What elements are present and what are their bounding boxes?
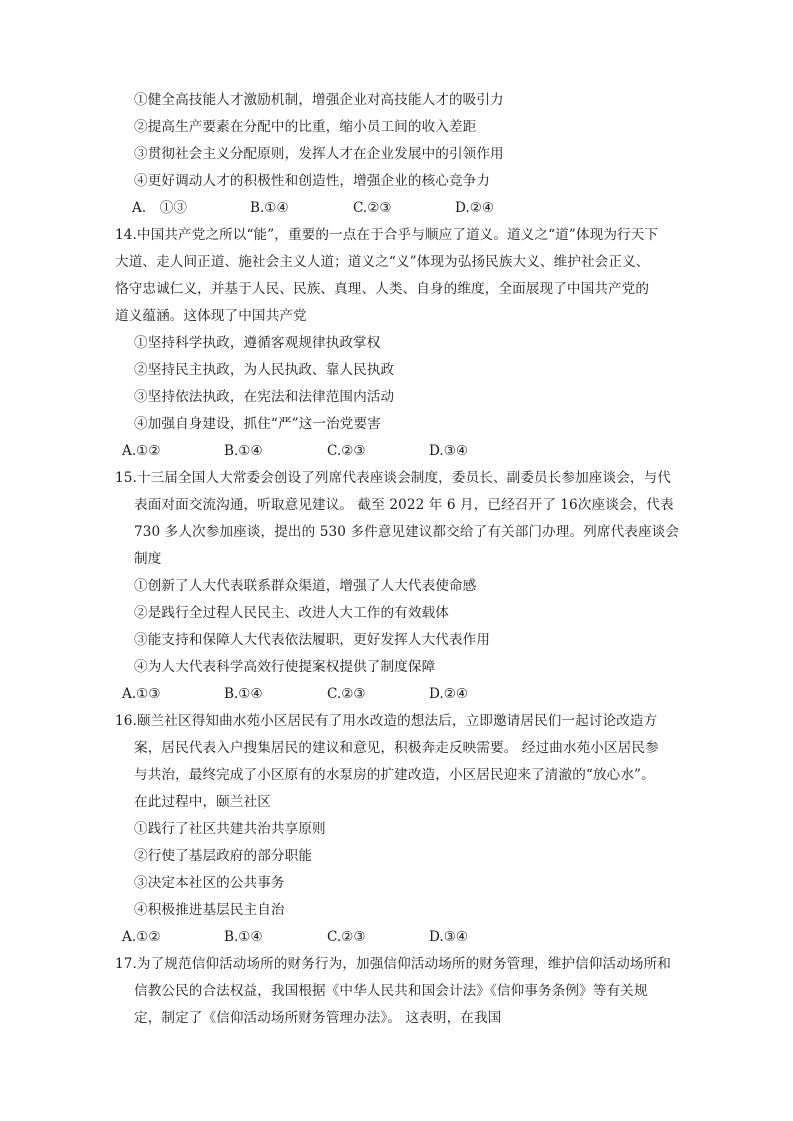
q15-option-b: B.①④ [224,686,263,702]
q16-stem-line-4: 在此过程中，颐兰社区 [134,794,271,810]
q13-item-4: ④更好调动人才的积极性和创造性，增强企业的核心竞争力 [134,173,491,189]
q14-stem-line-2: 大道、走人间正道、施社会主义人道；道义之“义”体现为弘扬民族大义、维护社会正义、 [115,254,650,270]
q14-stem-line-4: 道义蕴涵。这体现了中国共产党 [115,308,307,324]
q15-stem-line-1: 15.十三届全国人大常委会创设了列席代表座谈会制度，委员长、副委员长参加座谈会，与代 [115,470,671,486]
q14-option-d: D.③④ [429,443,469,459]
q17-stem-line-3: 定，制定了《信仰活动场所财务管理办法》。 这表明，在我国 [134,1010,502,1026]
q16-option-c: C.②③ [327,929,366,945]
q15-option-d: D.②④ [429,686,469,702]
q14-item-3: ③坚持依法执政，在宪法和法律范围内活动 [134,389,395,405]
q13-option-c: C.②③ [353,200,392,216]
q15-stem-line-2: 表面对面交流沟通，听取意见建议。 截至 2022 年 6 月，已经召开了 16次座谈会，代表 [134,497,674,513]
q14-stem-line-3: 恪守忠诚仁义，并基于人民、民族、真理、人类、自身的维度，全面展现了中国共产党的 [115,281,650,297]
q15-stem-line-3: 730 多人次参加座谈，提出的 530 多件意见建议都交给了有关部门办理。列席代表座谈会 [134,524,680,540]
q17-stem-line-2: 信教公民的合法权益，我国根据《中华人民共和国会计法》《信仰事务条例》等有关规 [134,983,648,999]
q14-option-b: B.①④ [224,443,263,459]
q16-stem-line-3: 与共治，最终完成了小区原有的水泵房的扩建改造，小区居民迎来了清澈的“放心水”。 [134,767,655,783]
q15-item-1: ①创新了人大代表联系群众渠道，增强了人大代表使命感 [134,578,477,594]
q13-option-b: B.①④ [250,200,289,216]
q13-item-2: ②提高生产要素在分配中的比重，缩小员工间的收入差距 [134,119,477,135]
q16-item-1: ①践行了社区共建共治共享原则 [134,821,326,837]
q13-item-1: ①健全高技能人才激励机制，增强企业对高技能人才的吸引力 [134,92,504,108]
q14-item-1: ①坚持科学执政，遵循客观规律执政掌权 [134,335,381,351]
q15-item-4: ④为人大代表科学高效行使提案权提供了制度保障 [134,659,436,675]
q16-item-2: ②行使了基层政府的部分职能 [134,848,313,864]
q14-item-2: ②坚持民主执政，为人民执政、靠人民执政 [134,362,395,378]
q15-item-2: ②是践行全过程人民民主、改进人大工作的有效载体 [134,605,449,621]
q17-stem-line-1: 17.为了规范信仰活动场所的财务行为，加强信仰活动场所的财务管理，维护信仰活动场所和 [115,956,671,972]
q16-option-d: D.③④ [429,929,469,945]
q15-option-c: C.②③ [327,686,366,702]
q14-stem-line-1: 14.中国共产党之所以“能”，重要的一点在于合乎与顺应了道义。道义之“道”体现为行天下 [115,227,659,243]
q16-item-4: ④积极推进基层民主自治 [134,902,285,918]
q16-option-a: A.①② [122,929,161,945]
q13-item-3: ③贯彻社会主义分配原则，发挥人才在企业发展中的引领作用 [134,146,504,162]
q16-item-3: ③决定本社区的公共事务 [134,875,285,891]
q16-stem-line-2: 案，居民代表入户搜集居民的建议和意见，积极奔走反映需要。 经过曲水苑小区居民参 [134,740,659,756]
q13-option-d: D.②④ [455,200,495,216]
q13-option-a: A. ①③ [132,200,187,216]
q16-stem-line-1: 16.颐兰社区得知曲水苑小区居民有了用水改造的想法后，立即邀请居民们一起讨论改造方 [115,713,658,729]
q15-option-a: A.①③ [122,686,161,702]
q15-stem-line-4: 制度 [134,551,162,567]
q14-item-4: ④加强自身建设，抓住“严”这一治党要害 [134,416,381,432]
q16-option-b: B.①④ [224,929,263,945]
q15-item-3: ③能支持和保障人大代表依法履职，更好发挥人大代表作用 [134,632,491,648]
q14-option-a: A.①② [122,443,161,459]
q14-option-c: C.②③ [327,443,366,459]
